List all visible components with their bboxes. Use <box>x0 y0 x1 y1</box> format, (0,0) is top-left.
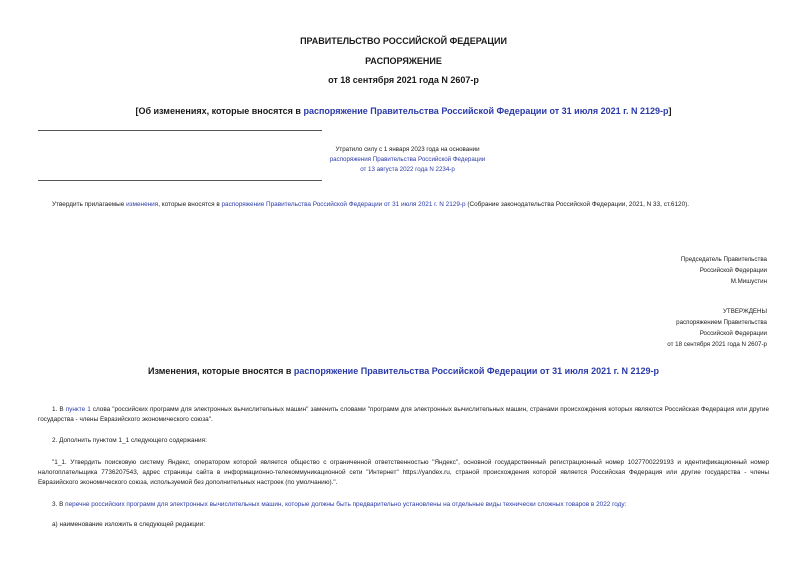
item-2: 2. Дополнить пунктом 1_1 следующего содержания: <box>52 437 207 444</box>
approve-mid: , которые вносятся в <box>158 201 222 208</box>
title-link[interactable]: распоряжение Правительства Российской Федерации от 31 июля 2021 г. N 2129-р <box>303 106 669 116</box>
item-1-text: слова "российских программ для электронных вычислительных машин" заменить словами "программ для электронных вычислительных машин, странами происхождения которых являются Российская Федерация или другие государства - члены Евразийского экономического союза". <box>38 406 769 423</box>
title-suffix: ] <box>668 106 672 116</box>
approve-link-changes[interactable]: изменения <box>126 201 159 208</box>
item-4-link[interactable]: перечне российских программ для электронных вычислительных машин, которые должны быть предварительно установлены на отдельные виды технически сложных товаров в 2022 году <box>65 501 625 508</box>
validity-link-2[interactable]: от 13 августа 2022 года N 2234-р <box>360 166 455 173</box>
approve-paragraph <box>38 200 769 210</box>
signature-position: Председатель Правительства <box>680 256 767 263</box>
government-heading: ПРАВИТЕЛЬСТВО РОССИЙСКОЙ ФЕДЕРАЦИИ <box>300 36 507 46</box>
item-3-quote: "1_1. Утвердить поисковую систему Яндекс, оператором которой является общество с ограниченной ответственностью "Яндекс", основной государственный регистрационный номер 1027700229193 и идентификационный номер налогоплательщика 7736207543, адрес страницы сайта в информационно-телекоммуникационной сети "Интернет" https://yandex.ru, страной происхождения которой является Российская Федерация или другие государства - члены Евразийского экономического союза, используемой без дополнительных настроек (по умолчанию).". <box>38 459 769 486</box>
item-4-prefix: 3. В <box>52 501 66 508</box>
item-4-suffix: : <box>624 501 627 508</box>
validity-link-1[interactable]: распоряжения Правительства Российской Федерации <box>329 156 486 163</box>
item-1-link[interactable]: пункте 1 <box>65 406 91 413</box>
approve-prefix: Утвердить прилагаемые <box>52 201 127 208</box>
signature-block <box>681 254 767 287</box>
validity-line-1: Утратило силу с 1 января 2023 года на основании <box>335 146 480 153</box>
item-1-prefix: 1. В <box>52 406 66 413</box>
signature-country: Российской Федерации <box>699 267 767 274</box>
approve-suffix: (Собрание законодательства Российской Федерации, 2021, N 33, ст.6120). <box>465 201 690 208</box>
approved-country: Российской Федерации <box>699 330 767 337</box>
divider-bottom <box>38 180 322 181</box>
approve-link-order[interactable]: распоряжение Правительства Российской Федерации от 31 июля 2021 г. N 2129-р <box>221 201 466 208</box>
approved-date: от 18 сентября 2021 года N 2607-р <box>667 341 767 348</box>
item-4 <box>38 500 769 510</box>
signature-name: М.Мишустин <box>730 278 767 285</box>
validity-note <box>300 145 515 175</box>
item-1 <box>38 405 769 425</box>
approved-block <box>667 306 767 350</box>
divider-top <box>38 130 322 131</box>
document-date: от 18 сентября 2021 года N 2607-р <box>328 75 479 85</box>
document-type: РАСПОРЯЖЕНИЕ <box>365 56 442 66</box>
approved-by: распоряжением Правительства <box>676 319 767 326</box>
document-title <box>0 106 807 116</box>
item-5: а) наименование изложить в следующей редакции: <box>52 521 205 528</box>
title-prefix: [Об изменениях, которые вносятся в <box>135 106 304 116</box>
approved-heading: УТВЕРЖДЕНЫ <box>723 308 767 315</box>
changes-title-link[interactable]: распоряжение Правительства Российской Федерации от 31 июля 2021 г. N 2129-р <box>293 366 659 376</box>
changes-title <box>0 366 807 376</box>
changes-title-prefix: Изменения, которые вносятся в <box>148 366 294 376</box>
